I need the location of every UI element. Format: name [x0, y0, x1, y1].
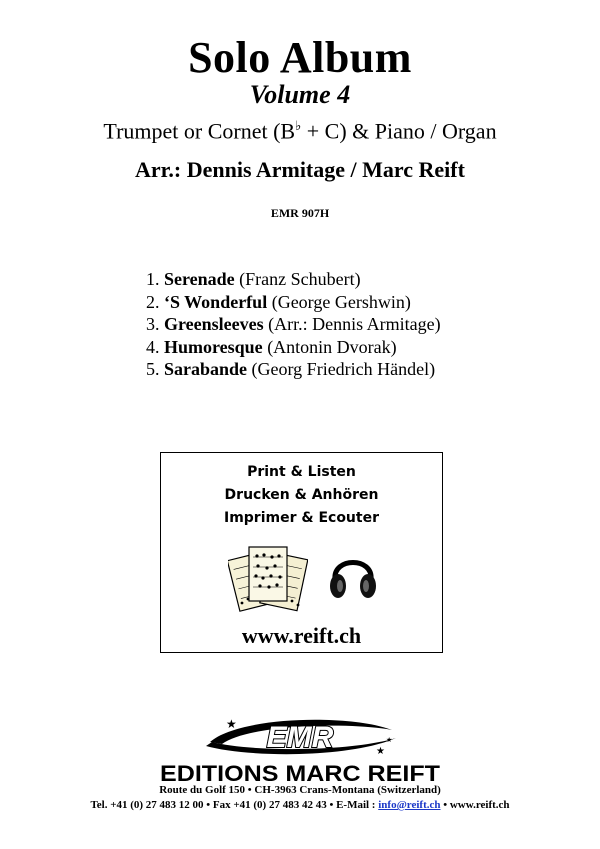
web-text: • www.reift.ch: [440, 799, 510, 811]
promo-line-english: Print & Listen: [247, 464, 356, 480]
volume-subtitle: Volume 4: [249, 80, 351, 109]
piece-composer: (Georg Friedrich Händel): [247, 359, 436, 380]
publisher-address: Route du Golf 150 • CH-3963 Crans-Montana (Switzerland): [159, 784, 441, 796]
item-number: 3.: [146, 314, 160, 335]
piece-title: Sarabande: [164, 359, 248, 380]
album-title: Solo Album: [188, 33, 412, 82]
contents-item: [146, 336, 441, 359]
item-number: 1.: [146, 269, 160, 289]
website-link[interactable]: www.reift.ch: [241, 623, 362, 648]
phone-fax-text: Tel. +41 (0) 27 483 12 00 • Fax +41 (0) 27 483 42 43 • E-Mail :: [90, 799, 379, 811]
publisher-contact: [0, 799, 600, 811]
piece-composer: (Arr.: Dennis Armitage): [263, 314, 441, 335]
promo-line-french: Imprimer & Ecouter: [223, 510, 379, 526]
print-listen-box: [160, 452, 443, 653]
emr-logo: [200, 712, 400, 760]
item-number: 2.: [146, 291, 160, 312]
contents-item: [146, 358, 441, 381]
logo-star: ★: [376, 746, 385, 757]
catalog-code: EMR 907H: [270, 206, 330, 220]
piece-composer: (George Gershwin): [267, 291, 411, 312]
email-link[interactable]: info@reift.ch: [378, 799, 441, 811]
item-number: 5.: [146, 359, 160, 380]
item-number: 4.: [146, 336, 160, 357]
piece-title: Serenade: [164, 269, 235, 289]
promo-line-german: Drucken & Anhören: [224, 487, 379, 503]
svg-text:EDITIONS MARC REIFT: EDITIONS MARC REIFT: [160, 761, 441, 786]
logo-lettering: EMR: [266, 721, 334, 754]
piece-composer: (Franz Schubert): [234, 269, 361, 289]
contents-list: [146, 268, 441, 381]
arranger-credit: Arr.: Dennis Armitage / Marc Reift: [135, 157, 465, 182]
logo-star: ★: [226, 717, 237, 731]
piece-title: ‘S Wonderful: [164, 291, 268, 312]
instrumentation-suffix: + C) & Piano / Organ: [301, 118, 497, 144]
flat-symbol: ♭: [295, 118, 302, 133]
piece-title: Humoresque: [164, 336, 263, 357]
instrumentation: [0, 118, 600, 144]
piece-composer: (Antonin Dvorak): [262, 336, 397, 357]
instrumentation-prefix: Trumpet or Cornet (B: [103, 118, 296, 144]
piece-title: Greensleeves: [164, 314, 264, 335]
contents-item: [146, 291, 441, 314]
contents-item: [146, 268, 441, 291]
headphones-icon: [327, 545, 379, 603]
logo-star: ★: [386, 736, 393, 744]
sheet-music-icon: [228, 541, 308, 623]
contents-item: [146, 313, 441, 336]
publisher-name: [158, 760, 442, 786]
